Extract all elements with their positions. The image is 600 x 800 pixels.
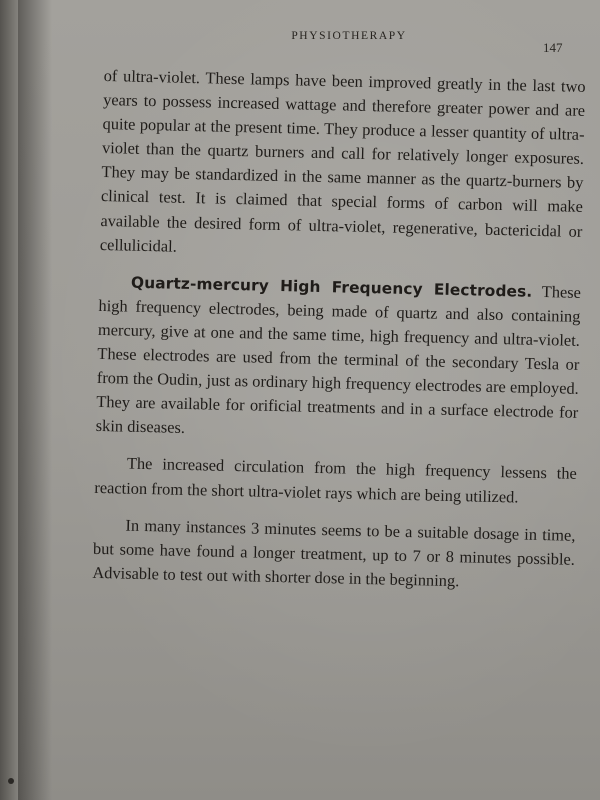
book-page (18, 0, 600, 800)
paragraph-4-text: In many instances 3 minutes seems to be a suitable dosage in time, but some have found a longer treatment, up to 7 or 8 minutes possible. Advisable to test out with shorter dose in the beginning. (92, 515, 576, 590)
paragraph-2 (96, 270, 582, 450)
paragraph-2-text: These high frequency electrodes, being made of quartz and also containing mercury, give at one and the same time, high frequency and ultra-violet. These electrodes are used from the terminal of the secondary Tesla or from the Oudin, just as ordinary high frequency electrodes are employed. They are available for orificial treatments and in a surface electrode for skin diseases. (95, 281, 582, 438)
paragraph-3-text: The increased circulation from the high frequency lessens the reaction from the short ultra-violet rays which are being utilized. (94, 454, 578, 507)
paragraph-4 (92, 512, 576, 595)
page-edge-mark (8, 778, 14, 784)
paragraph-1-text: of ultra-violet. These lamps have been improved greatly in the last two years to possess increased wattage and therefore greater power and are quite popular at the present time. They produce a lesser quantity of ultra-violet than the quartz burners and call for relatively longer exposures. They may be standardized in the same manner as the quartz-burners by clinical test. It is claimed that special forms of carbon will make available the desired form of ultra-violet, regenerative, bactericidal or cellulicidal. (99, 65, 586, 256)
paragraph-heading: Quartz-mercury High Frequency Electrodes. (130, 273, 533, 301)
paragraph-3 (94, 451, 577, 510)
running-head (18, 30, 600, 42)
body-text (92, 64, 586, 609)
page-number: 147 (543, 40, 563, 55)
running-head-text: PHYSIOTHERAPY (291, 30, 407, 42)
gutter-shadow (18, 0, 52, 800)
paragraph-1 (100, 64, 586, 268)
